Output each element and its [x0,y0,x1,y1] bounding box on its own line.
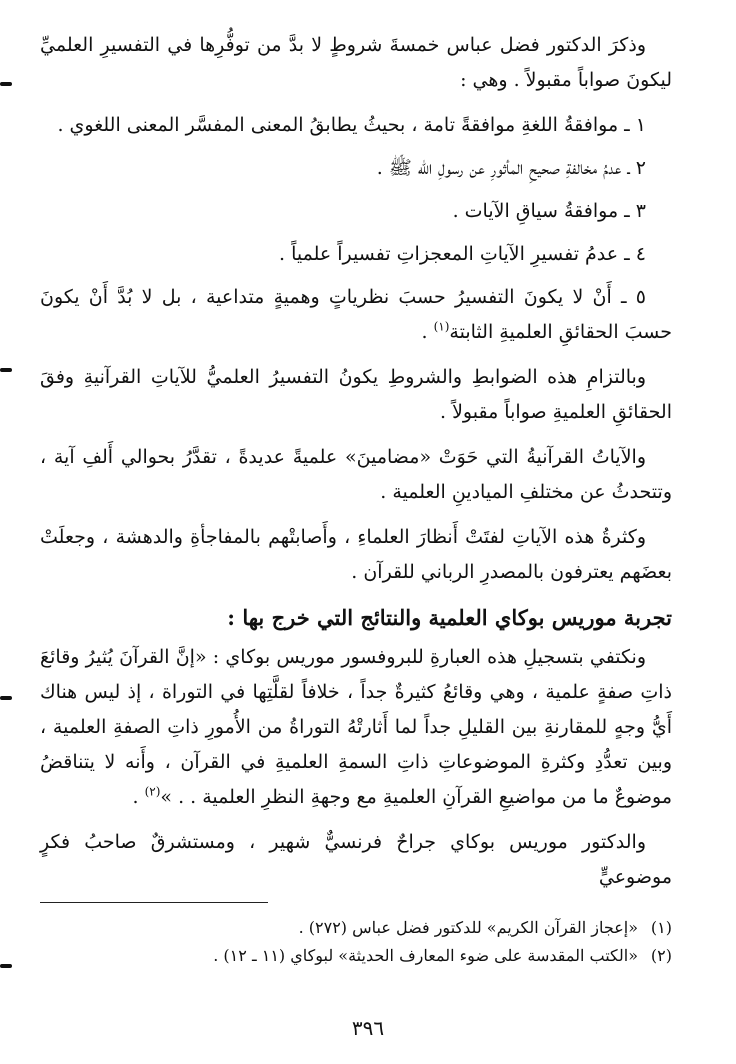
paragraph-commitment: وبالتزامِ هذه الضوابطِ والشروطِ يكونُ التفسيرُ العلميُّ للآياتِ القرآنيةِ وفقَ الحقائقِ العلميةِ صواباً مقبولاً . [40,366,672,423]
condition-5-text: ٥ ـ أَنْ لا يكونَ التفسيرُ حسبَ نظرياتٍ وهميةٍ متداعية ، بل لا بُدَّ أَنْ يكونَ حسبَ الحقائقِ العلميةِ الثابتة [40,286,672,343]
paragraph-scholars: وكثرةُ هذه الآياتِ لفتَتْ أَنظارَ العلماءِ ، وأَصابتْهم بالمفاجأةِ والدهشة ، وجعلَتْ بعضَهم يعترفون بالمصدرِ الرباني للقرآن . [40,526,672,583]
margin-mark [0,82,12,86]
intro-paragraph: وذكرَ الدكتور فضل عباس خمسةَ شروطٍ لا بدَّ من توفُّرِها في التفسيرِ العلميِّ ليكونَ صواباً مقبولاً . وهي : [40,34,672,91]
section-heading: تجربة موريس بوكاي العلمية والنتائج التي خرج بها : [227,605,672,630]
footnote-divider [40,902,268,903]
footnote-1 [40,916,672,940]
margin-mark [0,368,12,372]
footnote-2-text: «الكتب المقدسة على ضوء المعارف الحديثة» لبوكاي (١١ ـ ١٢) . [213,946,638,965]
margin-mark [0,696,12,700]
footnote-1-number: (١) [650,918,672,937]
footnote-ref-2: (٢) [144,784,161,799]
footnote-ref-1: (١) [433,319,450,334]
bucaille-quote-paragraph [40,640,672,815]
page-body [40,28,672,895]
condition-1: ١ ـ موافقةُ اللغةِ موافقةً تامة ، بحيثُ يطابقُ المعنى المفسَّر المعنى اللغوي . [57,114,646,136]
condition-5 [40,280,672,350]
page-number: ٣٩٦ [351,1016,385,1040]
paragraph-verses: والآياتُ القرآنيةُ التي حَوَتْ «مضامينَ» علميةً عديدةً ، تقدَّرُ بحوالي أَلفِ آية ، وتتحدثُ عن مختلفِ الميادينِ العلمية . [40,446,672,503]
bucaille-quote-end: . [132,786,145,808]
condition-5-end: . [421,321,434,343]
last-paragraph: والدكتور موريس بوكاي جراحٌ فرنسيٌّ شهير ، ومستشرقٌ صاحبُ فكرٍ موضوعيٍّ [40,831,672,888]
condition-3: ٣ ـ موافقةُ سياقِ الآيات . [452,200,646,222]
footnote-2 [40,944,672,968]
condition-2: ٢ ـ عدمُ مخالفةِ صحيحِ المأثورِ عن رسولِ الله ﷺ . [376,157,646,179]
bucaille-quote-text: ونكتفي بتسجيلِ هذه العبارةِ للبروفسور موريس بوكاي : «إنَّ القرآنَ يُثيرُ وقائعَ ذاتِ صفةٍ علمية ، وهي وقائعُ كثيرةٌ جداً ، خلافاً لقلَّتِها في التوراة ، إذ ليس هناك أَيُّ وجهٍ للمقارنةِ بين القليلِ جداً لما أَثارتْهُ التوراةُ من الأُمورِ ذاتِ الصفةِ العلمية ، وبين تعدُّدِ وكثرةِ الموضوعاتِ ذاتِ السمةِ العلميةِ في القرآن ، وأَنه لا يتناقضُ موضوعٌ ما من مواضيعِ القرآنِ العلميةِ مع وجهةِ النظرِ العلمية . . » [40,646,672,808]
margin-mark [0,964,12,968]
footnote-1-text: «إعجاز القرآن الكريم» للدكتور فضل عباس (٢٧٢) . [298,918,638,937]
condition-4: ٤ ـ عدمُ تفسيرِ الآياتِ المعجزاتِ تفسيراً علمياً . [279,243,646,265]
footnote-2-number: (٢) [650,946,672,965]
